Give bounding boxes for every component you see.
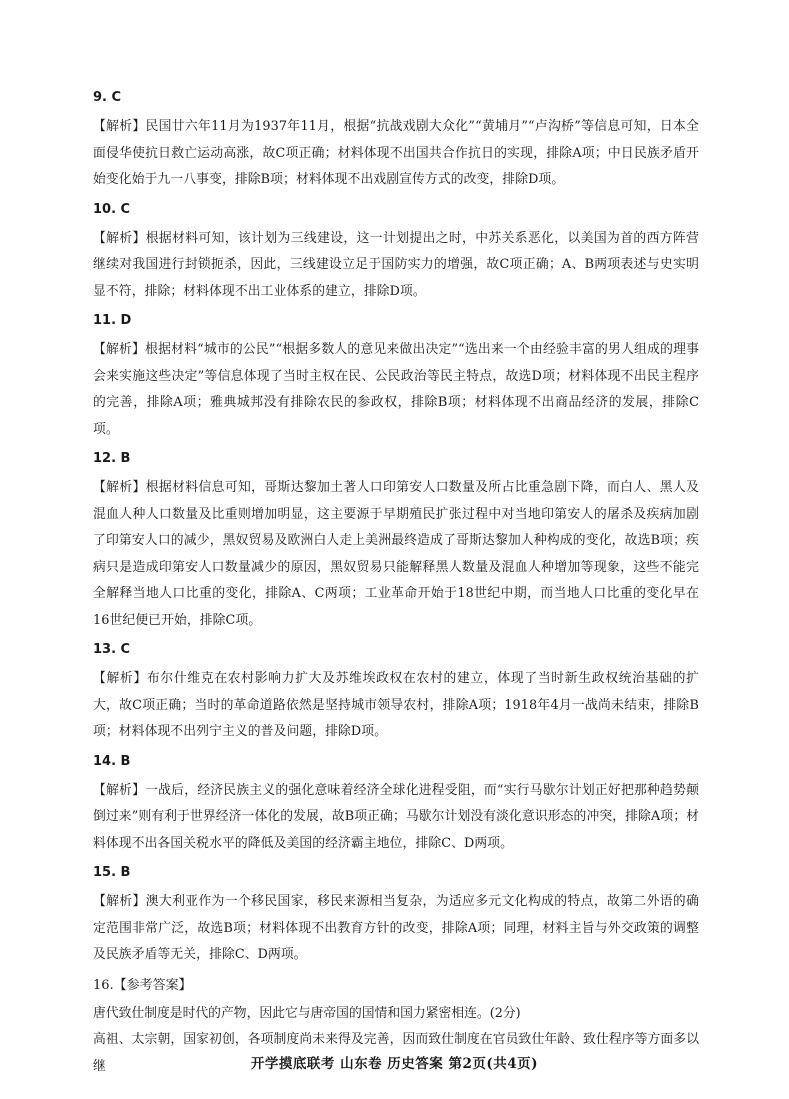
analysis-paragraph [93,114,699,194]
analysis-tag: 【解析】 [93,342,146,357]
analysis-paragraph [93,889,699,969]
answer-item-11 [93,311,699,443]
answer-label: 10. C [93,201,131,217]
analysis-text: 一战后，经济民族主义的强化意味着经济全球化进程受阻，而“实行马歇尔计划正好把那种趋势颠倒过来”则有利于世界经济一体化的发展，故B项正确；马歇尔计划没有淡化意识形态的冲突，排除A项；材料体现不出各国关税水平的降低及美国的经济霸主地位，排除C、D两项。 [93,782,699,851]
analysis-paragraph [93,475,699,634]
answer-label: 13. C [93,642,131,657]
answer-item-12 [93,449,699,634]
answer-label: 11. D [93,313,132,328]
analysis-text: 根据材料信息可知，哥斯达黎加土著人口印第安人口数量及所占比重急剧下降，而白人、黑人及混血人种人口数量及比重则增加明显，这主要源于早期殖民扩张过程中对当地印第安人的屠杀及疾病加剧了印第安人口的减少，黑奴贸易及欧洲白人走上美洲最终造成了哥斯达黎加人种构成的变化，故选B项；疾病只是造成印第安人口数量减少的原因，黑奴贸易只能解释黑人数量及混血人种增加等现象，这些不能完全解释当地人口比重的变化，排除A、C两项；工业革命开始于18世纪中期，而当地人口比重的变化早在16世纪便已开始，排除C项。 [93,480,700,628]
reference-answer-line: 高祖、太宗朝，国家初创，各项制度尚未来得及完善，因而致仕制度在官员致仕年龄、致仕程序等方面多以继 [93,1032,699,1074]
analysis-text: 根据材料可知，该计划为三线建设，这一计划提出之时，中苏关系恶化，以美国为首的西方阵营继续对我国进行封锁扼杀，因此，三线建设立足于国防实力的增强，故C项正确；A、B两项表述与史实明显不符，排除；材料体现不出工业体系的建立，排除D项。 [93,230,700,299]
analysis-text: 根据材料“城市的公民”“根据多数人的意见来做出决定”“选出来一个由经验丰富的男人组成的理事会来实施这些决定”等信息体现了当时主权在民、公民政治等民主特点，故选D项；材料体现不出民主程序的完善，排除A项；雅典城邦没有排除农民的参政权，排除B项；材料体现不出商品经济的发展，排除C项。 [93,342,699,437]
answer-label: 14. B [93,753,131,769]
analysis-tag: 【解析】 [93,671,147,686]
answer-label: 12. B [93,451,131,466]
answer-item-9 [93,88,699,194]
analysis-tag: 【解析】 [93,894,146,909]
answer-page [93,88,699,1080]
analysis-text: 布尔什维克在农村影响力扩大及苏维埃政权在农村的建立，体现了当时新生政权统治基础的扩大，故C项正确；当时的革命道路依然是坚持城市领导农村，排除A项；1918年4月一战尚未结束，排除B项；材料体现不出列宁主义的普及问题，排除D项。 [93,671,699,739]
analysis-paragraph [93,337,699,443]
answer-label: 15. B [93,865,131,880]
analysis-tag: 【解析】 [93,782,146,798]
answer-item-15 [93,863,699,969]
analysis-paragraph [93,666,699,746]
analysis-text: 民国廿六年11月为1937年11月，根据“抗战戏剧大众化”“黄埔月”“卢沟桥”等信息可知，日本全面侵华使抗日救亡运动高涨，故C项正确；材料体现不出国共合作抗日的实现，排除A项；中日民族矛盾开始变化始于九一八事变，排除B项；材料体现不出戏剧宣传方式的改变，排除D项。 [93,119,700,187]
analysis-tag: 【解析】 [93,480,146,495]
answer-item-13 [93,640,699,746]
reference-answer-heading: 16.【参考答案】 [93,977,192,993]
answer-label: 9. C [93,90,122,105]
page-footer: 开学摸底联考 山东卷 历史答案 第2页(共4页) [250,1056,539,1072]
analysis-paragraph [93,778,699,858]
analysis-text: 澳大利亚作为一个移民国家，移民来源相当复杂，为适应多元文化构成的特点，故第二外语的确定范围非常广泛，故选B项；材料体现不出教育方针的改变，排除A项；同理，材料主旨与外交政策的调整及民族矛盾等无关，排除C、D两项。 [93,894,700,962]
reference-answer-line: 唐代致仕制度是时代的产物，因此它与唐帝国的国情和国力紧密相连。(2分) [93,1005,521,1021]
answer-item-10 [93,200,699,306]
analysis-paragraph [93,226,699,306]
analysis-tag: 【解析】 [93,230,146,246]
answer-item-14 [93,752,699,858]
analysis-tag: 【解析】 [93,119,146,134]
